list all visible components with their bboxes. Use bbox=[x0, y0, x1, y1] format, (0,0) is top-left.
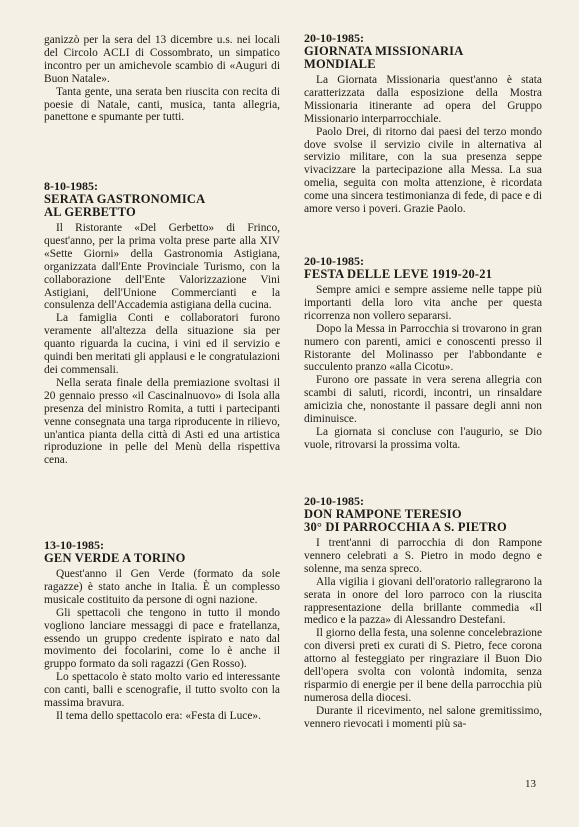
paragraph: ganizzò per la sera del 13 dicembre u.s. nei locali del Circolo ACLI di Cossombrato, un simpatico incontro per un amichevole scambio di «Auguri di Buon Natale». bbox=[44, 34, 280, 85]
paragraph: Tanta gente, una serata ben riuscita con recita di poesie di Natale, canti, musica, tanta allegria, panettone e spumante per tutti. bbox=[44, 85, 280, 124]
heading-line: GEN VERDE A TORINO bbox=[44, 551, 186, 565]
paragraph: I trent'anni di parrocchia di don Rampone vennero celebrati a S. Pietro in modo degno e solenne, ma senza spreco. bbox=[304, 537, 542, 575]
article-continuation bbox=[44, 34, 280, 124]
paragraph: Il Ristorante «Del Gerbetto» di Frinco, quest'anno, per la prima volta prese parte alla XIV «Sette Giorni» della Gastronomia Astigiana, organizzata dall'Ente Provinciale Turismo, con la collaborazione dell'Ente Valorizzazione Vini Astigiani, dell'Unione Commercianti e la consulenza dell'Accademia astigiana della cucina. bbox=[44, 222, 280, 312]
paragraph: La Giornata Missionaria quest'anno è stata caratterizzata dalla esposizione della Mostra Missionaria itinerante ad opera del Gruppo Missionario interparrocchiale. bbox=[304, 74, 542, 125]
article-date: 20-10-1985: bbox=[304, 31, 364, 45]
article-date: 13-10-1985: bbox=[44, 538, 104, 552]
article-rampone bbox=[304, 495, 542, 731]
article-date: 20-10-1985: bbox=[304, 254, 364, 268]
paragraph: Il giorno della festa, una solenne concelebrazione con diversi preti ex curati di S. Pietro, fece corona attorno al festeggiato per ringraziare il Buon Dio dell'opera svolta con volontà indomita, senza risparmio di energie per il bene della parrocchia più numerosa della diocesi. bbox=[304, 627, 542, 704]
article-date: 20-10-1985: bbox=[304, 494, 364, 508]
heading-line: GIORNATA MISSIONARIA bbox=[304, 44, 464, 58]
paragraph: Alla vigilia i giovani dell'oratorio rallegrarono la serata in onore del loro parroco con la riuscita rappresentazione della brillante commedia «Il medico e la pazza» di Alessandro Destefani. bbox=[304, 575, 542, 627]
article-heading bbox=[304, 45, 542, 71]
paragraph: La giornata si concluse con l'augurio, se Dio vuole, ritrovarsi la prossima volta. bbox=[304, 425, 542, 451]
article-heading bbox=[304, 508, 542, 534]
article-missionaria bbox=[304, 32, 542, 216]
paragraph: Durante il ricevimento, nel salone gremitissimo, vennero rievocati i momenti più sa- bbox=[304, 704, 542, 730]
article-heading bbox=[44, 552, 280, 565]
paragraph: Furono ore passate in vera serena allegria con scambi di saluti, ricordi, incontri, un rinsaldare amicizia che, nonostante il passare degli anni non diminuisce. bbox=[304, 374, 542, 426]
paragraph: Sempre amici e sempre assieme nelle tappe più importanti della loro vita anche per questa ricorrenza non vollero separarsi. bbox=[304, 284, 542, 322]
heading-line: DON RAMPONE TERESIO bbox=[304, 507, 462, 521]
page-number: 13 bbox=[525, 778, 536, 790]
article-heading bbox=[304, 268, 542, 281]
paragraph: Dopo la Messa in Parrocchia si trovarono in gran numero con parenti, amici e conoscenti presso il Ristorante del Molinasso per l'abbondante e succulento pranzo «alla Cicotu». bbox=[304, 322, 542, 374]
article-genverde bbox=[44, 539, 280, 723]
paragraph: La famiglia Conti e collaboratori furono veramente all'altezza della situazione sia per quanto riguarda la cucina, i vini ed il servizio e quindi ben meritati gli applausi e le congratulazioni dei commensali. bbox=[44, 312, 280, 376]
article-leve bbox=[304, 255, 542, 452]
paragraph: Paolo Drei, di ritorno dai paesi del terzo mondo dove svolse il servizio civile in alternativa al servizio militare, con la sua presenza seppe vivacizzare la partecipazione alla Messa. La sua omelia, seguita con molta attenzione, è ricordata come una sincera testimonianza di fede, di pace e di amore verso i poveri. Grazie Paolo. bbox=[304, 125, 542, 216]
paragraph: Gli spettacoli che tengono in tutto il mondo vogliono lanciare messaggi di pace e fratellanza, essendo un gruppo credente ispirato e nato dal movimento dei focolarini, come lo è anche il gruppo formato da soli ragazzi (Gen Rosso). bbox=[44, 606, 280, 671]
article-heading bbox=[44, 193, 280, 219]
paragraph: Il tema dello spettacolo era: «Festa di Luce». bbox=[56, 709, 261, 722]
article-date: 8-10-1985: bbox=[44, 179, 98, 193]
heading-line: MONDIALE bbox=[304, 57, 376, 71]
heading-line: SERATA GASTRONOMICA bbox=[44, 192, 206, 206]
heading-line: 30° DI PARROCCHIA A S. PIETRO bbox=[304, 520, 507, 534]
paragraph: Nella serata finale della premiazione svoltasi il 20 gennaio presso «il Cascinalnuovo» di Isola alla presenza del ministro Romita, a tutti i partecipanti venne consegnata una targa riproducente in rilievo, un'antica pianta della città di Asti ed una artistica riproduzione in pelle del Menù della rispettiva cena. bbox=[44, 376, 280, 467]
article-gerbetto bbox=[44, 180, 280, 467]
paragraph: Quest'anno il Gen Verde (formato da sole ragazze) è stato anche in Italia. È un complesso musicale costituito da persone di ogni nazione. bbox=[44, 568, 280, 606]
heading-line: FESTA DELLE LEVE 1919-20-21 bbox=[304, 267, 493, 281]
paragraph: Lo spettacolo è stato molto vario ed interessante con canti, balli e scenografie, il tutto svolto con la massima bravura. bbox=[44, 671, 280, 710]
heading-line: AL GERBETTO bbox=[44, 205, 136, 219]
